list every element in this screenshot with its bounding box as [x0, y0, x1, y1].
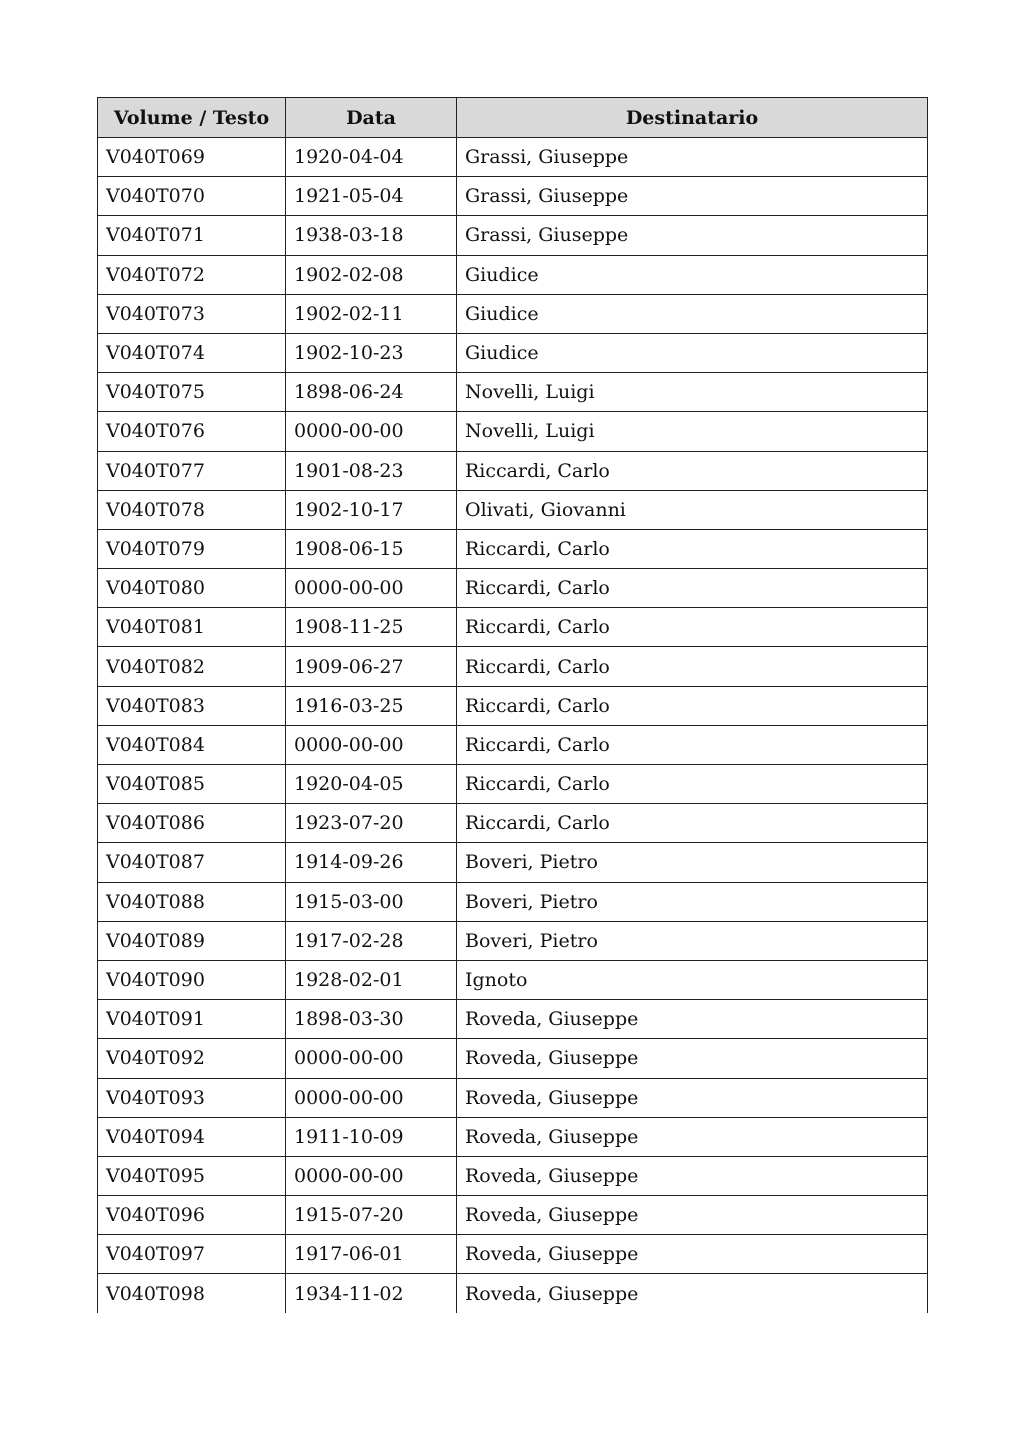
- table-row: [98, 333, 928, 372]
- cell-volume-testo: V040T091: [98, 1000, 286, 1039]
- cell-volume-testo: V040T070: [98, 177, 286, 216]
- cell-volume-testo: V040T097: [98, 1235, 286, 1274]
- cell-volume-testo: V040T092: [98, 1039, 286, 1078]
- cell-destinatario: Riccardi, Carlo: [457, 804, 928, 843]
- cell-destinatario: Roveda, Giuseppe: [457, 1156, 928, 1195]
- cell-data: 1902-02-11: [286, 294, 457, 333]
- cell-volume-testo: V040T095: [98, 1156, 286, 1195]
- cell-data: 0000-00-00: [286, 569, 457, 608]
- table-row: [98, 1156, 928, 1195]
- cell-data: 1909-06-27: [286, 647, 457, 686]
- column-header-volume-testo: Volume / Testo: [98, 98, 286, 138]
- cell-destinatario: Riccardi, Carlo: [457, 725, 928, 764]
- table-row: [98, 373, 928, 412]
- cell-destinatario: Grassi, Giuseppe: [457, 138, 928, 177]
- table-row: [98, 138, 928, 177]
- cell-data: 1902-10-23: [286, 333, 457, 372]
- cell-destinatario: Riccardi, Carlo: [457, 529, 928, 568]
- table-header: [98, 98, 928, 138]
- document-page: [97, 97, 927, 1313]
- table-row: [98, 1117, 928, 1156]
- cell-volume-testo: V040T071: [98, 216, 286, 255]
- cell-destinatario: Novelli, Luigi: [457, 373, 928, 412]
- cell-volume-testo: V040T093: [98, 1078, 286, 1117]
- cell-destinatario: Roveda, Giuseppe: [457, 1000, 928, 1039]
- cell-volume-testo: V040T083: [98, 686, 286, 725]
- cell-data: 0000-00-00: [286, 1039, 457, 1078]
- cell-volume-testo: V040T072: [98, 255, 286, 294]
- table-row: [98, 804, 928, 843]
- cell-data: 1917-02-28: [286, 921, 457, 960]
- cell-data: 1914-09-26: [286, 843, 457, 882]
- cell-volume-testo: V040T080: [98, 569, 286, 608]
- cell-volume-testo: V040T077: [98, 451, 286, 490]
- table-row: [98, 960, 928, 999]
- cell-destinatario: Grassi, Giuseppe: [457, 216, 928, 255]
- table-row: [98, 725, 928, 764]
- table-row: [98, 177, 928, 216]
- cell-destinatario: Boveri, Pietro: [457, 843, 928, 882]
- cell-data: 0000-00-00: [286, 725, 457, 764]
- cell-destinatario: Roveda, Giuseppe: [457, 1117, 928, 1156]
- table-row: [98, 1196, 928, 1235]
- cell-data: 1898-03-30: [286, 1000, 457, 1039]
- table-row: [98, 843, 928, 882]
- cell-volume-testo: V040T086: [98, 804, 286, 843]
- table-row: [98, 451, 928, 490]
- cell-destinatario: Riccardi, Carlo: [457, 686, 928, 725]
- cell-destinatario: Roveda, Giuseppe: [457, 1039, 928, 1078]
- table-row: [98, 1235, 928, 1274]
- cell-data: 1902-10-17: [286, 490, 457, 529]
- cell-data: 1921-05-04: [286, 177, 457, 216]
- cell-destinatario: Riccardi, Carlo: [457, 451, 928, 490]
- table-body: [98, 138, 928, 1314]
- cell-volume-testo: V040T082: [98, 647, 286, 686]
- table-row: [98, 921, 928, 960]
- cell-volume-testo: V040T076: [98, 412, 286, 451]
- cell-data: 1920-04-05: [286, 765, 457, 804]
- cell-destinatario: Roveda, Giuseppe: [457, 1196, 928, 1235]
- cell-data: 1901-08-23: [286, 451, 457, 490]
- cell-volume-testo: V040T079: [98, 529, 286, 568]
- table-row: [98, 647, 928, 686]
- cell-destinatario: Boveri, Pietro: [457, 921, 928, 960]
- cell-data: 1915-07-20: [286, 1196, 457, 1235]
- column-header-destinatario: Destinatario: [457, 98, 928, 138]
- table-row: [98, 216, 928, 255]
- cell-destinatario: Giudice: [457, 255, 928, 294]
- cell-destinatario: Roveda, Giuseppe: [457, 1078, 928, 1117]
- table-row: [98, 1039, 928, 1078]
- cell-destinatario: Roveda, Giuseppe: [457, 1274, 928, 1313]
- table-row: [98, 255, 928, 294]
- cell-destinatario: Olivati, Giovanni: [457, 490, 928, 529]
- cell-data: 1923-07-20: [286, 804, 457, 843]
- cell-volume-testo: V040T069: [98, 138, 286, 177]
- cell-destinatario: Roveda, Giuseppe: [457, 1235, 928, 1274]
- cell-volume-testo: V040T075: [98, 373, 286, 412]
- cell-data: 0000-00-00: [286, 1156, 457, 1195]
- cell-destinatario: Ignoto: [457, 960, 928, 999]
- column-header-data: Data: [286, 98, 457, 138]
- cell-data: 1916-03-25: [286, 686, 457, 725]
- cell-destinatario: Riccardi, Carlo: [457, 647, 928, 686]
- letters-index-table: [97, 97, 928, 1313]
- cell-volume-testo: V040T085: [98, 765, 286, 804]
- cell-data: 1920-04-04: [286, 138, 457, 177]
- cell-volume-testo: V040T098: [98, 1274, 286, 1313]
- cell-data: 1908-06-15: [286, 529, 457, 568]
- cell-volume-testo: V040T089: [98, 921, 286, 960]
- cell-data: 1917-06-01: [286, 1235, 457, 1274]
- table-row: [98, 1000, 928, 1039]
- cell-volume-testo: V040T094: [98, 1117, 286, 1156]
- cell-destinatario: Giudice: [457, 294, 928, 333]
- cell-destinatario: Grassi, Giuseppe: [457, 177, 928, 216]
- cell-volume-testo: V040T081: [98, 608, 286, 647]
- cell-data: 0000-00-00: [286, 412, 457, 451]
- cell-data: 1911-10-09: [286, 1117, 457, 1156]
- cell-volume-testo: V040T090: [98, 960, 286, 999]
- table-row: [98, 1274, 928, 1313]
- cell-volume-testo: V040T088: [98, 882, 286, 921]
- cell-volume-testo: V040T087: [98, 843, 286, 882]
- cell-volume-testo: V040T078: [98, 490, 286, 529]
- cell-data: 0000-00-00: [286, 1078, 457, 1117]
- cell-data: 1915-03-00: [286, 882, 457, 921]
- table-row: [98, 1078, 928, 1117]
- table-row: [98, 765, 928, 804]
- cell-data: 1938-03-18: [286, 216, 457, 255]
- cell-data: 1928-02-01: [286, 960, 457, 999]
- cell-volume-testo: V040T073: [98, 294, 286, 333]
- table-row: [98, 608, 928, 647]
- cell-volume-testo: V040T074: [98, 333, 286, 372]
- cell-destinatario: Riccardi, Carlo: [457, 569, 928, 608]
- cell-destinatario: Boveri, Pietro: [457, 882, 928, 921]
- cell-data: 1908-11-25: [286, 608, 457, 647]
- table-row: [98, 490, 928, 529]
- table-row: [98, 686, 928, 725]
- cell-data: 1934-11-02: [286, 1274, 457, 1313]
- table-row: [98, 882, 928, 921]
- cell-data: 1898-06-24: [286, 373, 457, 412]
- table-row: [98, 294, 928, 333]
- cell-destinatario: Giudice: [457, 333, 928, 372]
- cell-destinatario: Riccardi, Carlo: [457, 765, 928, 804]
- cell-volume-testo: V040T096: [98, 1196, 286, 1235]
- header-row: [98, 98, 928, 138]
- table-row: [98, 529, 928, 568]
- cell-data: 1902-02-08: [286, 255, 457, 294]
- cell-volume-testo: V040T084: [98, 725, 286, 764]
- cell-destinatario: Riccardi, Carlo: [457, 608, 928, 647]
- cell-destinatario: Novelli, Luigi: [457, 412, 928, 451]
- table-row: [98, 412, 928, 451]
- table-row: [98, 569, 928, 608]
